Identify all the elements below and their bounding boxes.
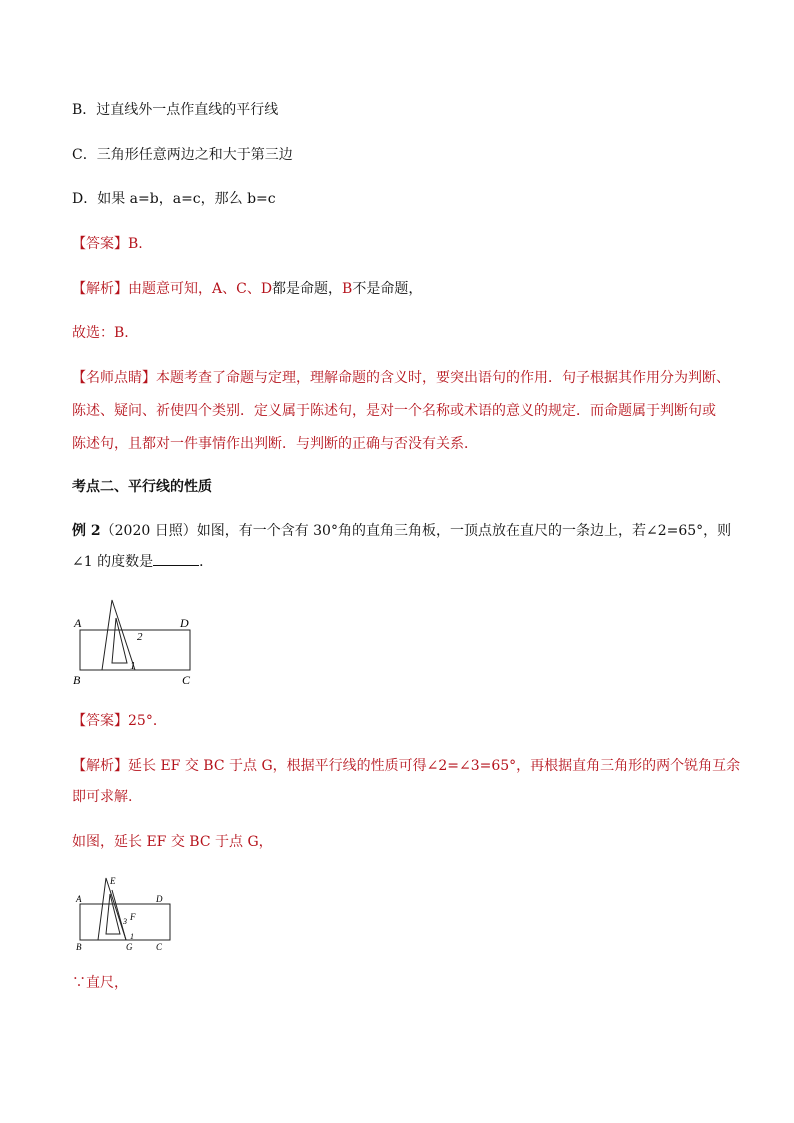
q2-analysis-tag: 【解析】	[72, 758, 128, 774]
fig2-label-3: 3	[123, 917, 127, 926]
q1-comment-line-1	[72, 368, 730, 388]
option-d	[72, 189, 276, 209]
q2-analysis-text-1: 延长 EF 交 BC 于点 G，根据平行线的性质可得∠2=∠3=65°，再根据直角三角形的两个锐角互余	[128, 758, 741, 774]
fig2-label-a: A	[76, 894, 82, 904]
fig1-label-1: 1	[130, 660, 136, 672]
q1-analysis	[72, 279, 422, 299]
q1-comment-line-3: 陈述句，且都对一件事情作出判断．与判断的正确与否没有关系．	[72, 436, 478, 452]
q1-analysis-c: 都是命题，	[272, 281, 343, 297]
fig2-label-g: G	[126, 942, 133, 952]
q2-analysis-line-2: 即可求解.	[72, 789, 133, 805]
q2-last-line: ∵直尺，	[72, 975, 128, 991]
fig1-label-2: 2	[137, 631, 143, 643]
q2-figure-intro: 如图，延长 EF 交 BC 于点 G，	[72, 834, 273, 850]
fig2-label-d: D	[156, 894, 163, 904]
q2-answer-value: 25°．	[128, 713, 167, 729]
q1-answer	[72, 234, 143, 254]
fig2-label-1: 1	[130, 932, 134, 941]
section-title: 考点二、平行线的性质	[72, 479, 212, 495]
q2-text-1: （2020 日照）如图，有一个含有 30°角的直角三角板，一顶点放在直尺的一条边上，若∠2=65°，则	[100, 523, 732, 539]
option-c-letter: C．	[72, 147, 97, 163]
fig1-label-c: C	[182, 673, 191, 687]
option-c-text: 三角形任意两边之和大于第三边	[96, 147, 293, 163]
figure-1	[70, 592, 200, 692]
fig1-label-a: A	[74, 616, 82, 630]
fig2-label-e: E	[110, 876, 116, 886]
fig1-label-d: D	[180, 616, 189, 630]
fig1-label-b: B	[73, 673, 81, 687]
extension-line-eg	[112, 890, 126, 940]
q2-text-2a: ∠1 的度数是	[72, 554, 154, 570]
q2-label: 例 2	[72, 523, 101, 539]
figure-2	[70, 870, 180, 954]
q2-text-2b: ．	[199, 554, 214, 570]
option-b-letter: B．	[72, 102, 97, 118]
q1-comment-text-1: 本题考查了命题与定理，理解命题的含义时，要突出语句的作用．句子根据其作用分为判断、	[156, 370, 730, 386]
q1-conclusion: 故选：B.	[72, 325, 129, 341]
option-b	[72, 100, 278, 120]
triangle-inner	[112, 618, 127, 663]
option-d-text: 如果 a=b，a=c，那么 b=c	[97, 191, 276, 207]
q1-analysis-e: 不是命题，	[352, 281, 423, 297]
q1-analysis-tag: 【解析】	[72, 281, 128, 297]
q1-analysis-b: A、C、D	[212, 281, 273, 297]
fig2-label-f: F	[130, 912, 136, 922]
q1-analysis-a: 由题意可知，	[128, 281, 212, 297]
option-d-letter: D．	[72, 191, 98, 207]
q2-answer	[72, 711, 167, 731]
answer-blank	[153, 551, 199, 566]
q1-comment-tag: 【名师点睛】	[72, 370, 156, 386]
fig2-label-c: C	[156, 942, 163, 952]
q2-question-line-2	[72, 551, 213, 572]
q2-answer-tag: 【答案】	[72, 713, 128, 729]
option-b-text: 过直线外一点作直线的平行线	[96, 102, 279, 118]
q1-answer-value: B.	[128, 236, 143, 252]
q1-analysis-d: B	[342, 281, 353, 297]
option-c	[72, 145, 293, 165]
q2-question-line-1	[72, 521, 731, 541]
fig2-label-b: B	[76, 942, 82, 952]
q1-comment-line-2: 陈述、疑问、祈使四个类别．定义属于陈述句，是对一个名称或术语的意义的规定．而命题属于判断句或	[72, 403, 716, 419]
triangle-outer-2	[98, 878, 126, 940]
q2-analysis-line-1	[72, 756, 740, 776]
q1-answer-tag: 【答案】	[72, 236, 128, 252]
